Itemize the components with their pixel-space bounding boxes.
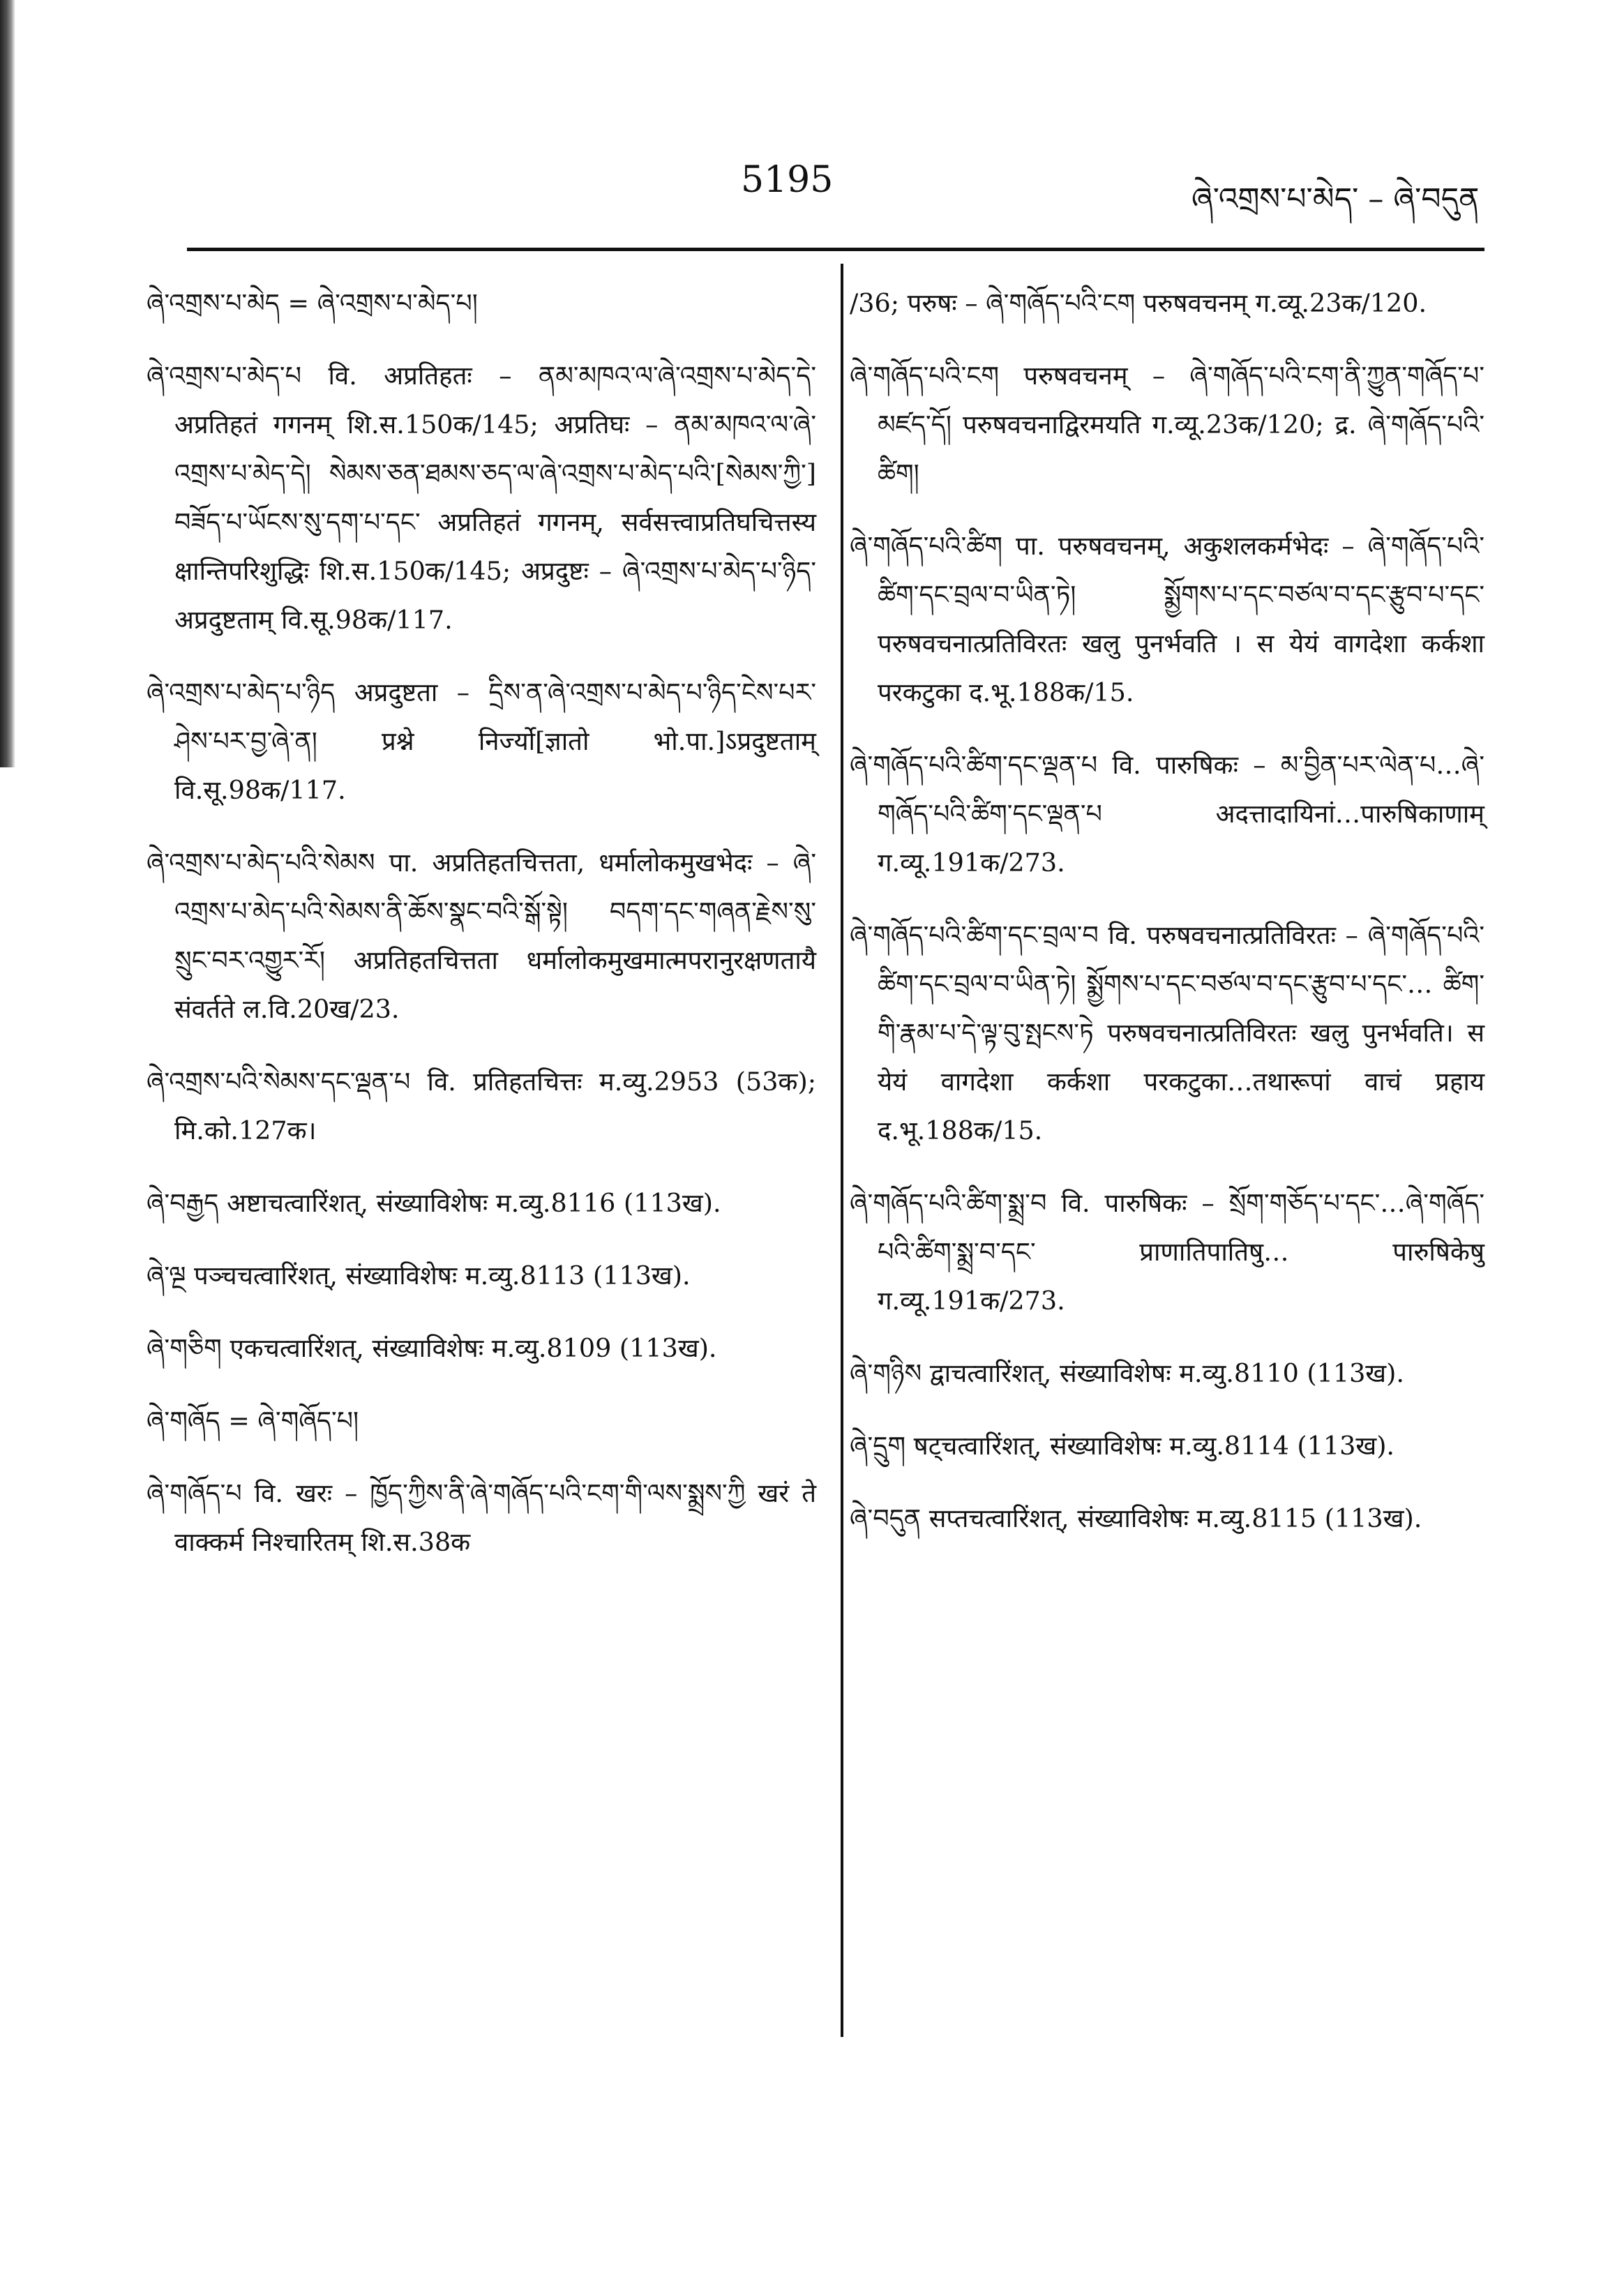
entry-text: वि. अप्रतिहतः – ནམ་མཁའ་ལ་ཞེ་འགྲས་པ་མེད་དེ་ अप्रतिहतं गगनम् शि.स.150क/145; अप्रतिघः – ནམ་མཁའ་ལ་ཞེ་འགྲས་པ་མེད་དེ། སེམས་ཅན་ཐམས་ཅད་ལ་ཞེ་འགྲས་པ་མེད་པའི་[སེམས་ཀྱི་] བཟོད་པ་ཡོངས་སུ་དག་པ་དང་ अप्रतिहतं गगनम्, सर्वसत्त्वाप्रतिघचित्तस्य क्षान्तिपरिशुद्धिः शि.स.150क/145; अप्रदुष्टः – ཞེ་འགྲས་པ་མེད་པ་ཉིད་ अप्रदुष्टताम् वि.सू.98क/117. (174, 361, 817, 635)
entry-text: एकचत्वारिंशत्, संख्याविशेषः म.व्यु.8109 (113ख). (230, 1333, 717, 1363)
column-divider (841, 264, 843, 2037)
entry-headword: ཞེ་འགྲས་པ་མེད་པའི་སེམས (146, 848, 375, 878)
entry-headword: ཞེ་གཅིག (146, 1333, 222, 1363)
entry-headword: ཞེ་གཉིས (850, 1358, 922, 1388)
left-column (146, 279, 816, 1591)
entry-text: वि. परुषवचनात्प्रतिविरतः – ཞེ་གཞོད་པའི་ཚིག་དང་བྲལ་བ་ཡིན་ཏེ། སྨྱོགས་པ་དང་བཙལ་བ་དང་རྩུབ་པ་དང་… ཚིག་གི་རྣམ་པ་དེ་ལྟ་བུ་སྤངས་ཏེ परुषवचनात्प्रतिविरतः खलु पुनर्भवति। स येयं वागदेशा कर्कशा परकटुका…तथारूपां वाचं प्रहाय द.भू.188क/15. (878, 920, 1485, 1145)
right-column (850, 279, 1484, 1567)
entry-text: पा. परुषवचनम्, अकुशलकर्मभेदः – ཞེ་གཞོད་པའི་ཚིག་དང་བྲལ་བ་ཡིན་ཏེ། སྨྱོགས་པ་དང་བཙལ་བ་དང་རྩུབ་པ་དང་ परुषवचनात्प्रतिविरतः खलु पुनर्भवति । स येयं वागदेशा कर्कशा परकटुका द.भू.188क/15. (878, 531, 1484, 707)
entry-headword: ཞེ་ལྔ (146, 1261, 186, 1291)
entry-headword: ཞེ་འགྲས་པའི་སེམས་དང་ལྡན་པ (146, 1067, 411, 1097)
entry-headword: ཞེ་དྲུག (850, 1431, 906, 1461)
entry-headword: ཞེ་འགྲས་པ་མེད་པ (146, 361, 301, 391)
entry-headword: ཞེ་གཞོད་པའི་ཚིག་དང་ལྡན་པ (850, 750, 1098, 780)
dictionary-entry (146, 668, 816, 815)
entry-text: = ཞེ་འགྲས་པ་མེད་པ། (287, 288, 478, 318)
entry-headword: ཞེ་གཞོད་པའི་ཚིག (850, 531, 1002, 561)
page-number: 5195 (741, 159, 834, 201)
dictionary-entry (850, 911, 1484, 1155)
entry-headword: ཞེ་གཞོད་པའི་ཚིག་སྨྲ་བ (850, 1188, 1047, 1218)
entry-text: अप्रदुष्टता – དྲིས་ན་ཞེ་འགྲས་པ་མེད་པ་ཉིད་ངེས་པར་ཤེས་པར་བྱ་ཞེ་ན། प्रश्ने निर्ज्यो[ज्ञातो भो.पा.]ऽप्रदुष्टताम् वि.सू.98क/117. (174, 677, 816, 805)
dictionary-entry (850, 741, 1484, 887)
entry-text: वि. प्रतिहतचित्तः म.व्यु.2953 (53क); मि.को.127क। (174, 1067, 816, 1145)
dictionary-entry (146, 1058, 816, 1155)
entry-headword: ཞེ་བདུན (850, 1503, 922, 1533)
entry-headword: ཞེ་གཞོད་པའི་ཚིག་དང་བྲལ་བ (850, 920, 1099, 950)
entry-headword: ཞེ་གཞོད (146, 1406, 220, 1436)
entry-headword: ཞེ་འགྲས་པ་མེད་པ་ཉིད (146, 677, 336, 707)
dictionary-entry (850, 1494, 1484, 1543)
dictionary-entry (146, 839, 816, 1034)
dictionary-entry (146, 279, 816, 328)
entry-text: = ཞེ་གཞོད་པ། (228, 1406, 359, 1436)
entry-text: वि. खरः – ཁྱོད་ཀྱིས་ནི་ཞེ་གཞོད་པའི་ངག་གི་ལས་སྨྲས་ཀྱི खरं ते वाक्कर्म निश्चारितम् शि.स.38क (174, 1478, 816, 1557)
dictionary-entry-continued (850, 279, 1484, 328)
entry-headword: ཞེ་གཞོད་པ (146, 1478, 242, 1508)
entry-text: द्वाचत्वारिंशत्, संख्याविशेषः म.व्यु.8110 (113ख). (929, 1358, 1405, 1388)
entry-text: षट्चत्वारिंशत्, संख्याविशेषः म.व्यु.8114 (113ख). (913, 1431, 1395, 1461)
dictionary-entry (146, 1324, 816, 1373)
dictionary-entry (850, 1349, 1484, 1398)
dictionary-entry (146, 352, 816, 645)
entry-headword: ཞེ་འགྲས་པ་མེད (146, 288, 280, 318)
dictionary-entry (146, 1397, 816, 1445)
dictionary-entry (850, 352, 1484, 498)
dictionary-entry (146, 1469, 816, 1567)
dictionary-entry (146, 1251, 816, 1300)
entry-text: पा. अप्रतिहतचित्तता, धर्मालोकमुखभेदः – ཞེ་འགྲས་པ་མེད་པའི་སེམས་ནི་ཆོས་སྣང་བའི་སྒོ་སྟེ། བདག་དང་གཞན་རྗེས་སུ་སྲུང་བར་འགྱུར་རོ། अप्रतिहतचित्तता धर्मालोकमुखमात्मपरानुरक्षणतायै संवर्तते ल.वि.20ख/23. (174, 848, 816, 1024)
entry-text: /36; परुषः – ཞེ་གཞོད་པའི་ངག परुषवचनम् ग.व्यू.23क/120. (850, 288, 1427, 318)
dictionary-entry (850, 522, 1484, 717)
entry-text: सप्तचत्वारिंशत्, संख्याविशेषः म.व्यु.8115 (113ख). (928, 1503, 1422, 1533)
entry-headword: ཞེ་གཞོད་པའི་ངག (850, 361, 1000, 391)
dictionary-entry (850, 1422, 1484, 1471)
header-rule (187, 248, 1484, 251)
entry-text: वि. पारुषिकः – སྲོག་གཅོད་པ་དང་…ཞེ་གཞོད་པའི་ཚིག་སྨྲ་བ་དང་ प्राणातिपातिषु… पारुषिकेषु ग.व्यू.191क/273. (878, 1188, 1484, 1316)
entry-text: वि. पारुषिकः – མ་བྱིན་པར་ལེན་པ…ཞེ་གཞོད་པའི་ཚིག་དང་ལྡན་པ अदत्तादायिनां…पारुषिकाणाम् ग.व्यू.191क/273. (878, 750, 1484, 878)
dictionary-entry (850, 1179, 1484, 1325)
scan-binding-edge (0, 0, 15, 767)
entry-headword: ཞེ་བརྒྱད (146, 1188, 219, 1218)
running-header: ཞེ་འགྲས་པ་མེད་ – ཞེ་བདུན (1191, 181, 1480, 217)
entry-text: पञ्चचत्वारिंशत्, संख्याविशेषः म.व्यु.8113 (113ख). (194, 1261, 691, 1291)
entry-text: परुषवचनम् – ཞེ་གཞོད་པའི་ངག་ནི་ཀྱུན་གཞོད་པ་མཛད་དོ། परुषवचनाद्विरमयति ग.व्यू.23क/120; द्र. ཞེ་གཞོད་པའི་ཚིག། (878, 361, 1484, 488)
dictionary-entry (146, 1179, 816, 1228)
entry-text: अष्टाचत्वारिंशत्, संख्याविशेषः म.व्यु.8116 (113ख). (227, 1188, 721, 1218)
